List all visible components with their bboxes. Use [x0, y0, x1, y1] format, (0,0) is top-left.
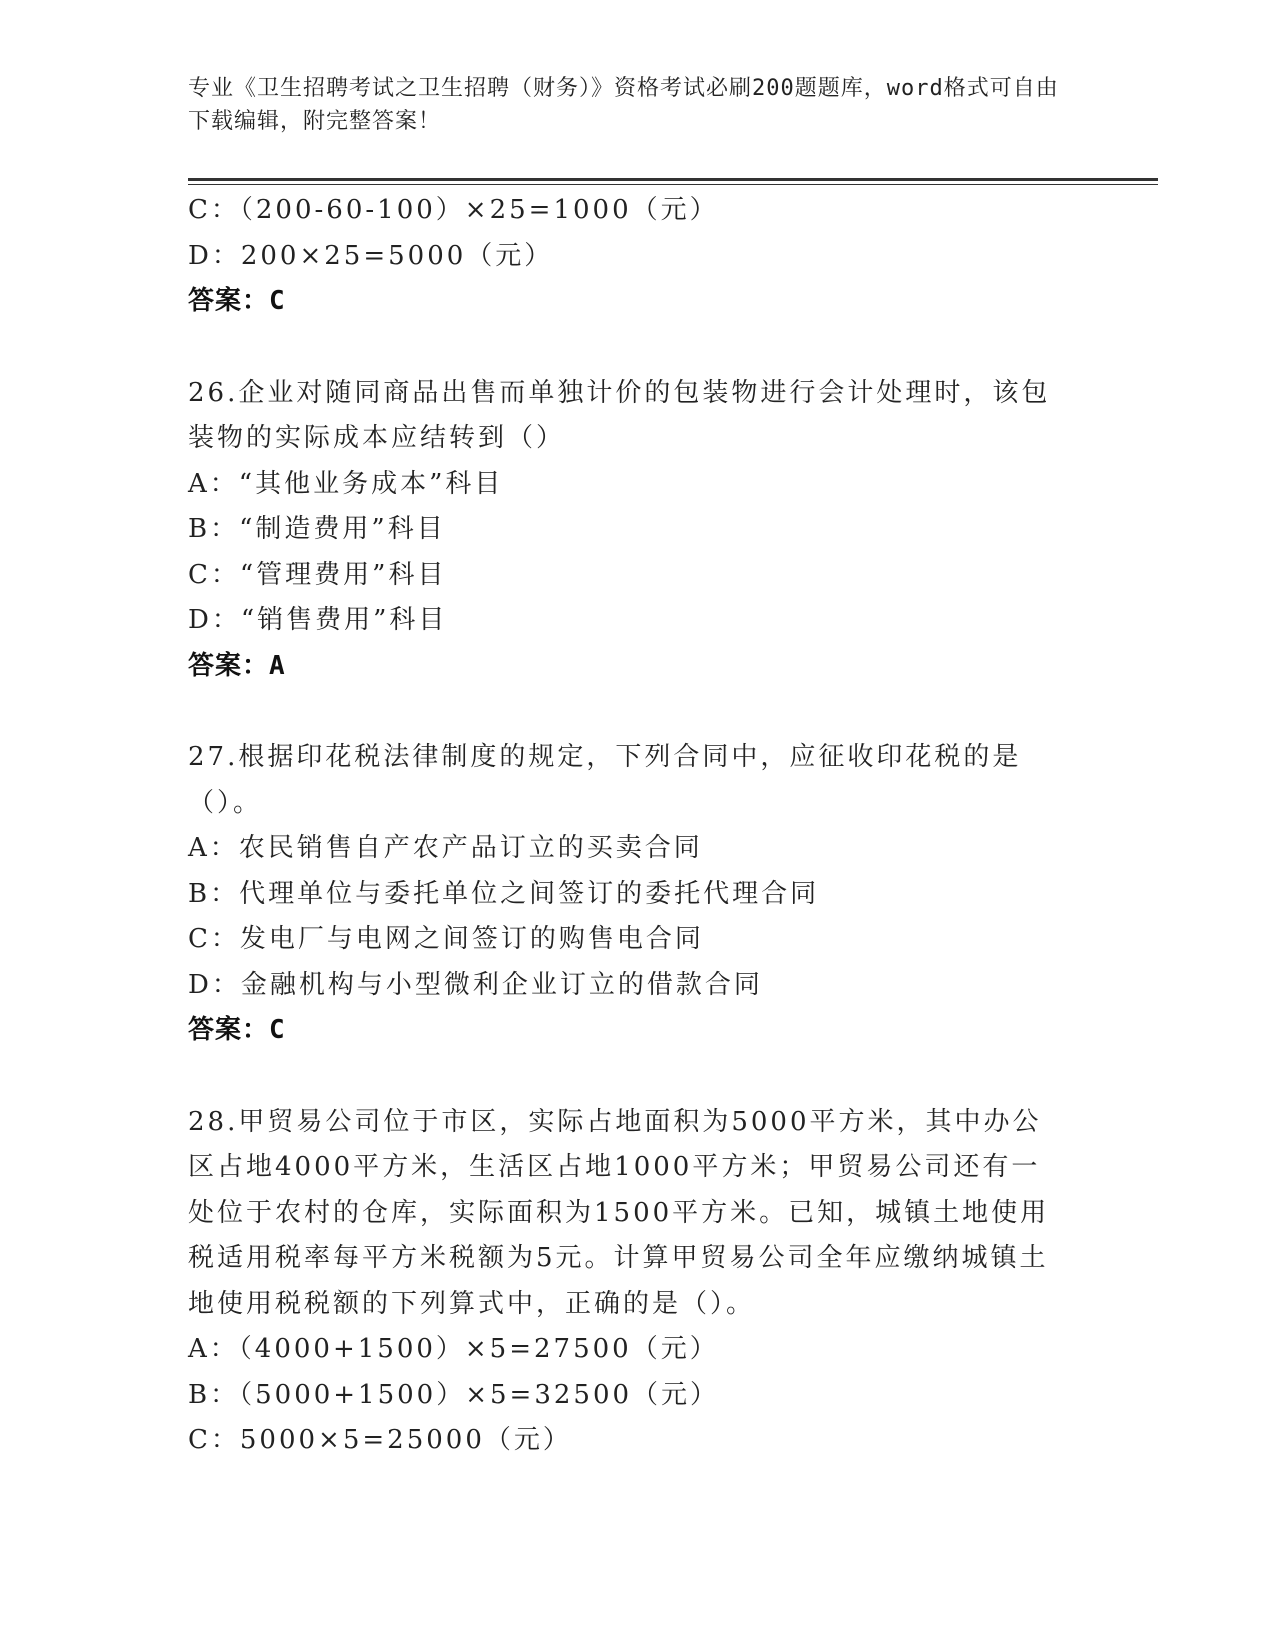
option-b: B：“制造费用”科目 — [188, 514, 446, 544]
option-a: A：（4000+1500）×5=27500（元） — [188, 1334, 719, 1364]
spacer — [188, 325, 1088, 371]
option-d: D：金融机构与小型微利企业订立的借款合同 — [188, 969, 763, 1000]
answer: 答案：C — [188, 286, 286, 316]
answer: 答案：C — [188, 1015, 286, 1045]
option-d: D：200×25=5000（元） — [188, 240, 554, 271]
option-d: D：“销售费用”科目 — [188, 605, 448, 635]
question-stem: 28.甲贸易公司位于市区，实际占地面积为5000平方米，其中办公区占地4000平方米，生活区占地1000平方米；甲贸易公司还有一处位于农村的仓库，实际面积为1500平方米。已知，城镇土地使用税适用税率每平方米税额为5元。计算甲贸易公司全年应缴纳城镇土地使用税税额的下列算式中，正确的是（）。 — [188, 1106, 1050, 1319]
question-stem: 27.根据印花税法律制度的规定，下列合同中，应征收印花税的是（）。 — [188, 742, 1022, 818]
spacer — [188, 1054, 1088, 1100]
option-c: C：（200-60-100）×25=1000（元） — [188, 195, 719, 225]
header-rule-thin — [188, 184, 1158, 185]
header-rule-thick — [188, 178, 1158, 181]
option-c: C：发电厂与电网之间签订的购售电合同 — [188, 924, 704, 954]
question-25-continued — [188, 188, 1088, 325]
option-b: B：（5000+1500）×5=32500（元） — [188, 1379, 720, 1410]
option-c: C：“管理费用”科目 — [188, 559, 447, 590]
question-28 — [188, 1100, 1088, 1464]
page-header: 专业《卫生招聘考试之卫生招聘（财务）》资格考试必刷200题题库，word格式可自由下载编辑，附完整答案！ — [188, 76, 1059, 134]
option-a: A：农民销售自产农产品订立的买卖合同 — [188, 833, 703, 863]
question-26 — [188, 371, 1088, 690]
question-stem: 26.企业对随同商品出售而单独计价的包装物进行会计处理时，该包装物的实际成本应结转到（） — [188, 377, 1051, 453]
option-b: B：代理单位与委托单位之间签订的委托代理合同 — [188, 878, 820, 909]
option-c: C：5000×5=25000（元） — [188, 1425, 572, 1455]
spacer — [188, 689, 1088, 735]
question-27 — [188, 735, 1088, 1054]
answer: 答案：A — [188, 650, 286, 681]
option-a: A：“其他业务成本”科目 — [188, 468, 504, 499]
question-content — [188, 188, 1088, 1464]
